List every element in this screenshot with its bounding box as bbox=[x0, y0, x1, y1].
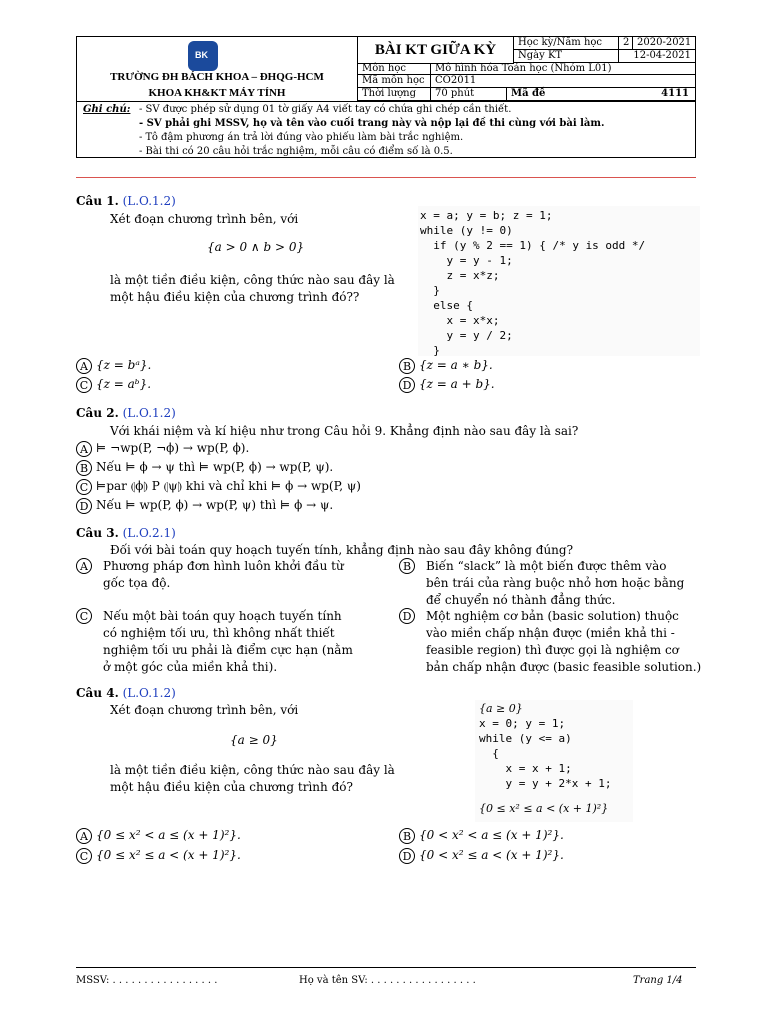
exam-header bbox=[76, 36, 696, 158]
code-line: if (y % 2 == 1) { /* y is odd */ bbox=[420, 239, 646, 252]
question-4-option-a[interactable] bbox=[76, 827, 241, 844]
option-text: ⊨ ¬wp(P, ¬ϕ) → wp(P, ϕ). bbox=[96, 441, 250, 455]
page-number: Trang 1/4 bbox=[633, 975, 683, 986]
duration-label: Thời lượng bbox=[358, 88, 431, 101]
question-4-line1: Xét đoạn chương trình bên, với bbox=[110, 703, 299, 717]
question-3-stem: Đối với bài toán quy hoạch tuyến tính, khẳng định nào sau đây không đúng? bbox=[110, 543, 574, 557]
question-4-option-c[interactable] bbox=[76, 847, 241, 864]
code-line: while (y <= a) bbox=[479, 732, 572, 745]
question-4-option-d[interactable] bbox=[399, 847, 564, 864]
question-4-lo: (L.O.1.2) bbox=[122, 686, 176, 700]
term-label: Học kỳ/Năm học bbox=[514, 37, 619, 50]
question-2-option-b[interactable] bbox=[76, 459, 333, 476]
exam-title: BÀI KT GIỮA KỲ bbox=[358, 37, 514, 64]
option-text: {z = a ∗ b}. bbox=[419, 358, 493, 372]
code-line: x = 0; y = 1; bbox=[479, 717, 566, 730]
question-4-line3: một hậu điều kiện của chương trình đó? bbox=[110, 780, 353, 794]
code-line: y = y + 2*x + 1; bbox=[479, 777, 612, 790]
question-4-line2: là một tiền điều kiện, công thức nào sau đây là bbox=[110, 763, 395, 777]
option-letter: A bbox=[76, 441, 92, 457]
option-text: Biến “slack” là một biến được thêm vào bbox=[426, 559, 667, 573]
option-letter: B bbox=[76, 460, 92, 476]
option-text: Nếu ⊨ ϕ → ψ thì ⊨ wp(P, ϕ) → wp(P, ψ). bbox=[96, 460, 334, 474]
question-2-option-a[interactable] bbox=[76, 440, 249, 457]
note-label: Ghi chú: bbox=[83, 104, 131, 115]
option-letter: B bbox=[399, 358, 415, 374]
option-letter: A bbox=[76, 828, 92, 844]
option-text: Phương pháp đơn hình luôn khởi đầu từ bbox=[103, 559, 344, 573]
option-letter: C bbox=[76, 377, 92, 393]
footer-divider bbox=[76, 967, 696, 968]
option-text: Nếu một bài toán quy hoạch tuyến tính bbox=[103, 609, 342, 623]
code-line: x = x + 1; bbox=[479, 762, 572, 775]
question-1-code bbox=[418, 206, 700, 356]
code-line: z = x*z; bbox=[420, 269, 500, 282]
option-letter: D bbox=[76, 498, 92, 514]
question-2-title: Câu 2. bbox=[76, 406, 119, 420]
option-letter: A bbox=[76, 358, 92, 374]
code-line: x = a; y = b; z = 1; bbox=[420, 209, 553, 222]
question-1-heading bbox=[76, 193, 176, 210]
code-postcondition: {0 ≤ x² ≤ a < (x + 1)²} bbox=[479, 802, 609, 815]
exam-code-value: 4111 bbox=[661, 88, 689, 99]
question-1-option-d[interactable] bbox=[399, 376, 495, 393]
note-4: - Bài thi có 20 câu hỏi trắc nghiệm, mỗi câu có điểm số là 0.5. bbox=[139, 146, 453, 157]
question-2-option-d[interactable] bbox=[76, 497, 333, 514]
option-text: nghiệm tối ưu phải là điểm cực hạn (nằm bbox=[103, 643, 353, 657]
header-divider bbox=[76, 177, 696, 178]
option-text: bên trái của ràng buộc nhỏ hơn hoặc bằng bbox=[426, 576, 685, 590]
question-4-heading bbox=[76, 685, 176, 702]
code-line: } bbox=[420, 284, 440, 297]
note-1: - SV được phép sử dụng 01 tờ giấy A4 viết tay có chứa ghi chép cần thiết. bbox=[139, 104, 512, 115]
option-text: {0 < x² < a ≤ (x + 1)²}. bbox=[419, 828, 564, 842]
option-text: {0 ≤ x² < a ≤ (x + 1)²}. bbox=[96, 828, 241, 842]
option-letter: C bbox=[76, 848, 92, 864]
question-4-option-b[interactable] bbox=[399, 827, 564, 844]
question-4-title: Câu 4. bbox=[76, 686, 119, 700]
exam-notes bbox=[77, 101, 695, 157]
code-line: while (y != 0) bbox=[420, 224, 513, 237]
question-1-line2: là một tiền điều kiện, công thức nào sau đây là bbox=[110, 273, 395, 287]
option-text: có nghiệm tối ưu, thì không nhất thiết bbox=[103, 626, 335, 640]
question-3-title: Câu 3. bbox=[76, 526, 119, 540]
option-text: Nếu ⊨ wp(P, ϕ) → wp(P, ψ) thì ⊨ ϕ → ψ. bbox=[96, 498, 334, 512]
question-2-stem: Với khái niệm và kí hiệu như trong Câu hỏi 9. Khẳng định nào sau đây là sai? bbox=[110, 424, 579, 438]
option-text: Một nghiệm cơ bản (basic solution) thuộc bbox=[426, 609, 679, 623]
exam-code-label: Mã đề bbox=[511, 88, 546, 99]
option-text: gốc tọa độ. bbox=[103, 576, 171, 590]
question-4-precondition: {a ≥ 0} bbox=[230, 733, 278, 747]
term-year: 2020-2021 bbox=[633, 37, 695, 50]
question-1-option-c[interactable] bbox=[76, 376, 151, 393]
question-4-code bbox=[475, 700, 633, 822]
question-1-line1: Xét đoạn chương trình bên, với bbox=[110, 212, 299, 226]
school-name: TRƯỜNG ĐH BÁCH KHOA – ĐHQG-HCM bbox=[110, 71, 324, 83]
question-1-line3: một hậu điều kiện của chương trình đó?? bbox=[110, 290, 360, 304]
code-line: y = y - 1; bbox=[420, 254, 513, 267]
date-value: 12-04-2021 bbox=[619, 50, 695, 63]
option-text: {0 < x² ≤ a < (x + 1)²}. bbox=[419, 848, 564, 862]
note-2: - SV phải ghi MSSV, họ và tên vào cuối trang này và nộp lại đề thi cùng với bài làm. bbox=[139, 118, 605, 129]
question-1-option-a[interactable] bbox=[76, 357, 151, 374]
code-line: } bbox=[420, 344, 440, 357]
option-letter: B bbox=[399, 828, 415, 844]
question-1-title: Câu 1. bbox=[76, 194, 119, 208]
option-text: bản chấp nhận được (basic feasible solution.) bbox=[426, 660, 702, 674]
option-letter: A bbox=[76, 558, 92, 574]
question-1-option-b[interactable] bbox=[399, 357, 493, 374]
student-id-field[interactable]: MSSV: . . . . . . . . . . . . . . . . . bbox=[76, 975, 218, 986]
course-code-value: CO2011 bbox=[431, 75, 695, 88]
option-letter: C bbox=[76, 479, 92, 495]
question-2-lo: (L.O.1.2) bbox=[122, 406, 176, 420]
code-line: { bbox=[479, 747, 499, 760]
subject-label: Môn học bbox=[358, 63, 431, 75]
question-1-precondition: {a > 0 ∧ b > 0} bbox=[207, 240, 305, 254]
note-3: - Tô đậm phương án trả lời đúng vào phiếu làm bài trắc nghiệm. bbox=[139, 132, 464, 143]
option-text: vào miền chấp nhận được (miền khả thi - bbox=[426, 626, 675, 640]
term-number: 2 bbox=[619, 37, 633, 50]
question-3-lo: (L.O.2.1) bbox=[122, 526, 176, 540]
option-letter: D bbox=[399, 848, 415, 864]
code-line: else { bbox=[420, 299, 473, 312]
option-letter: C bbox=[76, 608, 92, 624]
code-precondition: {a ≥ 0} bbox=[479, 702, 523, 715]
code-line: x = x*x; bbox=[420, 314, 500, 327]
date-label: Ngày KT bbox=[514, 50, 619, 63]
course-code-label: Mã môn học bbox=[358, 75, 431, 88]
option-letter: D bbox=[399, 377, 415, 393]
school-block bbox=[77, 37, 358, 101]
question-1-lo: (L.O.1.2) bbox=[122, 194, 176, 208]
subject-value: Mô hình hóa Toán học (Nhóm L01) bbox=[431, 63, 695, 75]
option-text: ⊨par ⦇ϕ⦈ P ⦇ψ⦈ khi và chỉ khi ⊨ ϕ → wp(P, ψ) bbox=[96, 479, 361, 493]
option-text: {0 ≤ x² ≤ a < (x + 1)²}. bbox=[96, 848, 241, 862]
university-logo: BK bbox=[188, 41, 218, 71]
student-name-field[interactable]: Họ và tên SV: . . . . . . . . . . . . . . . . . bbox=[299, 975, 476, 986]
option-letter: B bbox=[399, 558, 415, 574]
exam-code-cell bbox=[507, 88, 695, 101]
faculty-name: KHOA KH&KT MÁY TÍNH bbox=[148, 87, 286, 99]
option-text: {z = bᵃ}. bbox=[96, 358, 152, 372]
option-text: {z = a + b}. bbox=[419, 377, 495, 391]
option-text: {z = aᵇ}. bbox=[96, 377, 152, 391]
question-2-option-c[interactable] bbox=[76, 478, 361, 495]
question-3-heading bbox=[76, 525, 176, 542]
option-letter: D bbox=[399, 608, 415, 624]
duration-value: 70 phút bbox=[431, 88, 507, 101]
question-2-heading bbox=[76, 405, 176, 422]
option-text: ở một góc của miền khả thi). bbox=[103, 660, 278, 674]
option-text: để chuyển nó thành đẳng thức. bbox=[426, 593, 616, 607]
code-line: y = y / 2; bbox=[420, 329, 513, 342]
option-text: feasible region) thì được gọi là nghiệm cơ bbox=[426, 643, 679, 657]
